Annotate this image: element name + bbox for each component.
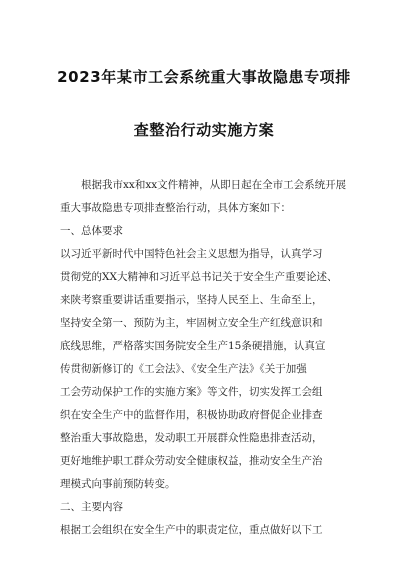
document-title-line-2: 查整治行动实施方案 <box>133 121 275 139</box>
document-title-line-1: 2023年某市工会系统重大事故隐患专项排 <box>57 68 351 86</box>
paragraph-line: 来陕考察重要讲话重要指示，坚持人民至上、生命至上， <box>60 294 323 306</box>
paragraph-line: 坚持安全第一、预防为主，牢固树立安全生产红线意识和 <box>60 317 323 329</box>
paragraph-line: 重大事故隐患专项排查整治行动，具体方案如下： <box>60 202 291 214</box>
paragraph-line: 以习近平新时代中国特色社会主义思想为指导，认真学习 <box>60 248 323 260</box>
section-heading: 一、总体要求 <box>60 225 123 237</box>
paragraph-line: 织在安全生产中的监督作用，积极协助政府督促企业排查 <box>60 409 323 421</box>
paragraph-line: 贯彻党的XX大精神和习近平总书记关于安全生产重要论述、 <box>60 271 338 283</box>
paragraph-line: 根据工会组织在安全生产中的职责定位，重点做好以下工 <box>60 524 323 536</box>
paragraph-line: 理模式向事前预防转变。 <box>60 478 176 490</box>
paragraph-line: 传贯彻新修订的《工会法》、《安全生产法》《关于加强 <box>60 363 307 375</box>
paragraph-line: 根据我市xx和xx文件精神，从即日起在全市工会系统开展 <box>81 179 347 191</box>
section-heading: 二、主要内容 <box>60 501 123 513</box>
paragraph-line: 底线思维，严格落实国务院安全生产15条硬措施，认真宣 <box>60 340 326 352</box>
paragraph-line: 整治重大事故隐患，发动职工开展群众性隐患排查活动， <box>60 432 323 444</box>
paragraph-line: 工会劳动保护工作的实施方案》等文件，切实发挥工会组 <box>60 386 323 398</box>
paragraph-line: 更好地维护职工群众劳动安全健康权益，推动安全生产治 <box>60 455 323 467</box>
